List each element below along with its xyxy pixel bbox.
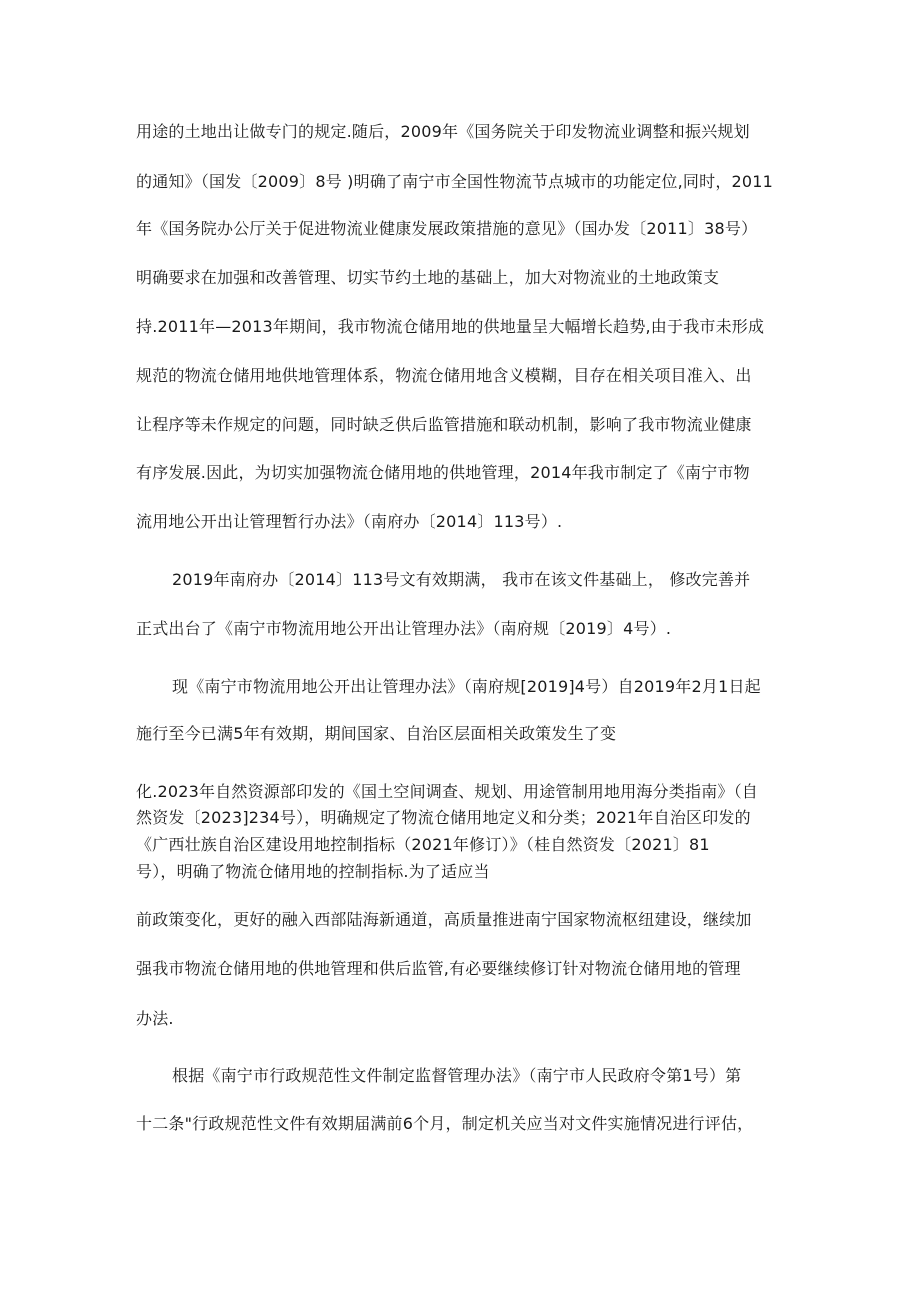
paragraph-1-line-1: 用途的土地出让做专门的规定.随后，2009年《国务院关于印发物流业调整和振兴规划 [136, 122, 750, 141]
paragraph-1-line-2: 的通知》（国发〔2009〕8号 )明确了南宁市全国性物流节点城市的功能定位,同时，2011 [136, 172, 774, 191]
paragraph-1-line-7: 让程序等未作规定的问题，同时缺乏供后监管措施和联动机制，影响了我市物流业健康 [136, 415, 752, 434]
paragraph-2-line-2: 正式出台了《南宁市物流用地公开出让管理办法》（南府规〔2019〕4号）. [136, 619, 672, 638]
paragraph-1-line-9: 流用地公开出让管理暂行办法》（南府办〔2014〕113号）. [136, 512, 563, 531]
paragraph-3-line-3: 化.2023年自然资源部印发的《国土空间调查、规划、用途管制用地用海分类指南》（自 [136, 782, 759, 801]
paragraph-3-line-4: 然资发〔2023]234号），明确规定了物流仓储用地定义和分类；2021年自治区印发的 [136, 808, 751, 827]
paragraph-3-line-6: 号），明确了物流仓储用地的控制指标.为了适应当 [136, 862, 490, 881]
paragraph-1-line-8: 有序发展.因此，为切实加强物流仓储用地的供地管理，2014年我市制定了《南宁市物 [136, 463, 750, 482]
paragraph-3-line-9: 办法. [136, 1009, 174, 1028]
paragraph-3-line-7: 前政策变化，更好的融入西部陆海新通道，高质量推进南宁国家物流枢纽建设，继续加 [136, 910, 752, 929]
paragraph-4-line-2: 十二条"行政规范性文件有效期届满前6个月，制定机关应当对文件实施情况进行评估， [136, 1114, 754, 1133]
paragraph-1-line-3: 年《国务院办公厅关于促进物流业健康发展政策措施的意见》（国办发〔2011〕38号） [136, 219, 758, 238]
paragraph-3-line-8: 强我市物流仓储用地的供地管理和供后监管,有必要继续修订针对物流仓储用地的管理 [136, 959, 741, 978]
paragraph-4-line-1: 根据《南宁市行政规范性文件制定监督管理办法》（南宁市人民政府令第1号）第 [172, 1066, 742, 1085]
paragraph-1-line-6: 规范的物流仓储用地供地管理体系，物流仓储用地含义模糊，目存在相关项目准入、出 [136, 366, 752, 385]
paragraph-1-line-4: 明确要求在加强和改善管理、切实节约土地的基础上，加大对物流业的土地政策支 [136, 268, 720, 287]
paragraph-3-line-2: 施行至今已满5年有效期，期间国家、自治区层面相关政策发生了变 [136, 724, 617, 743]
paragraph-3-line-1: 现《南宁市物流用地公开出让管理办法》（南府规[2019]4号）自2019年2月1日起 [172, 677, 761, 696]
paragraph-2-line-1: 2019年南府办〔2014〕113号文有效期满， 我市在该文件基础上， 修改完善并 [172, 570, 751, 589]
paragraph-1-line-5: 持.2011年—2013年期间，我市物流仓储用地的供地量呈大幅增长趋势,由于我市未形成 [136, 317, 765, 336]
paragraph-3-line-5: 《广西壮族自治区建设用地控制指标（2021年修订）》（桂自然资发〔2021〕81 [136, 835, 710, 854]
